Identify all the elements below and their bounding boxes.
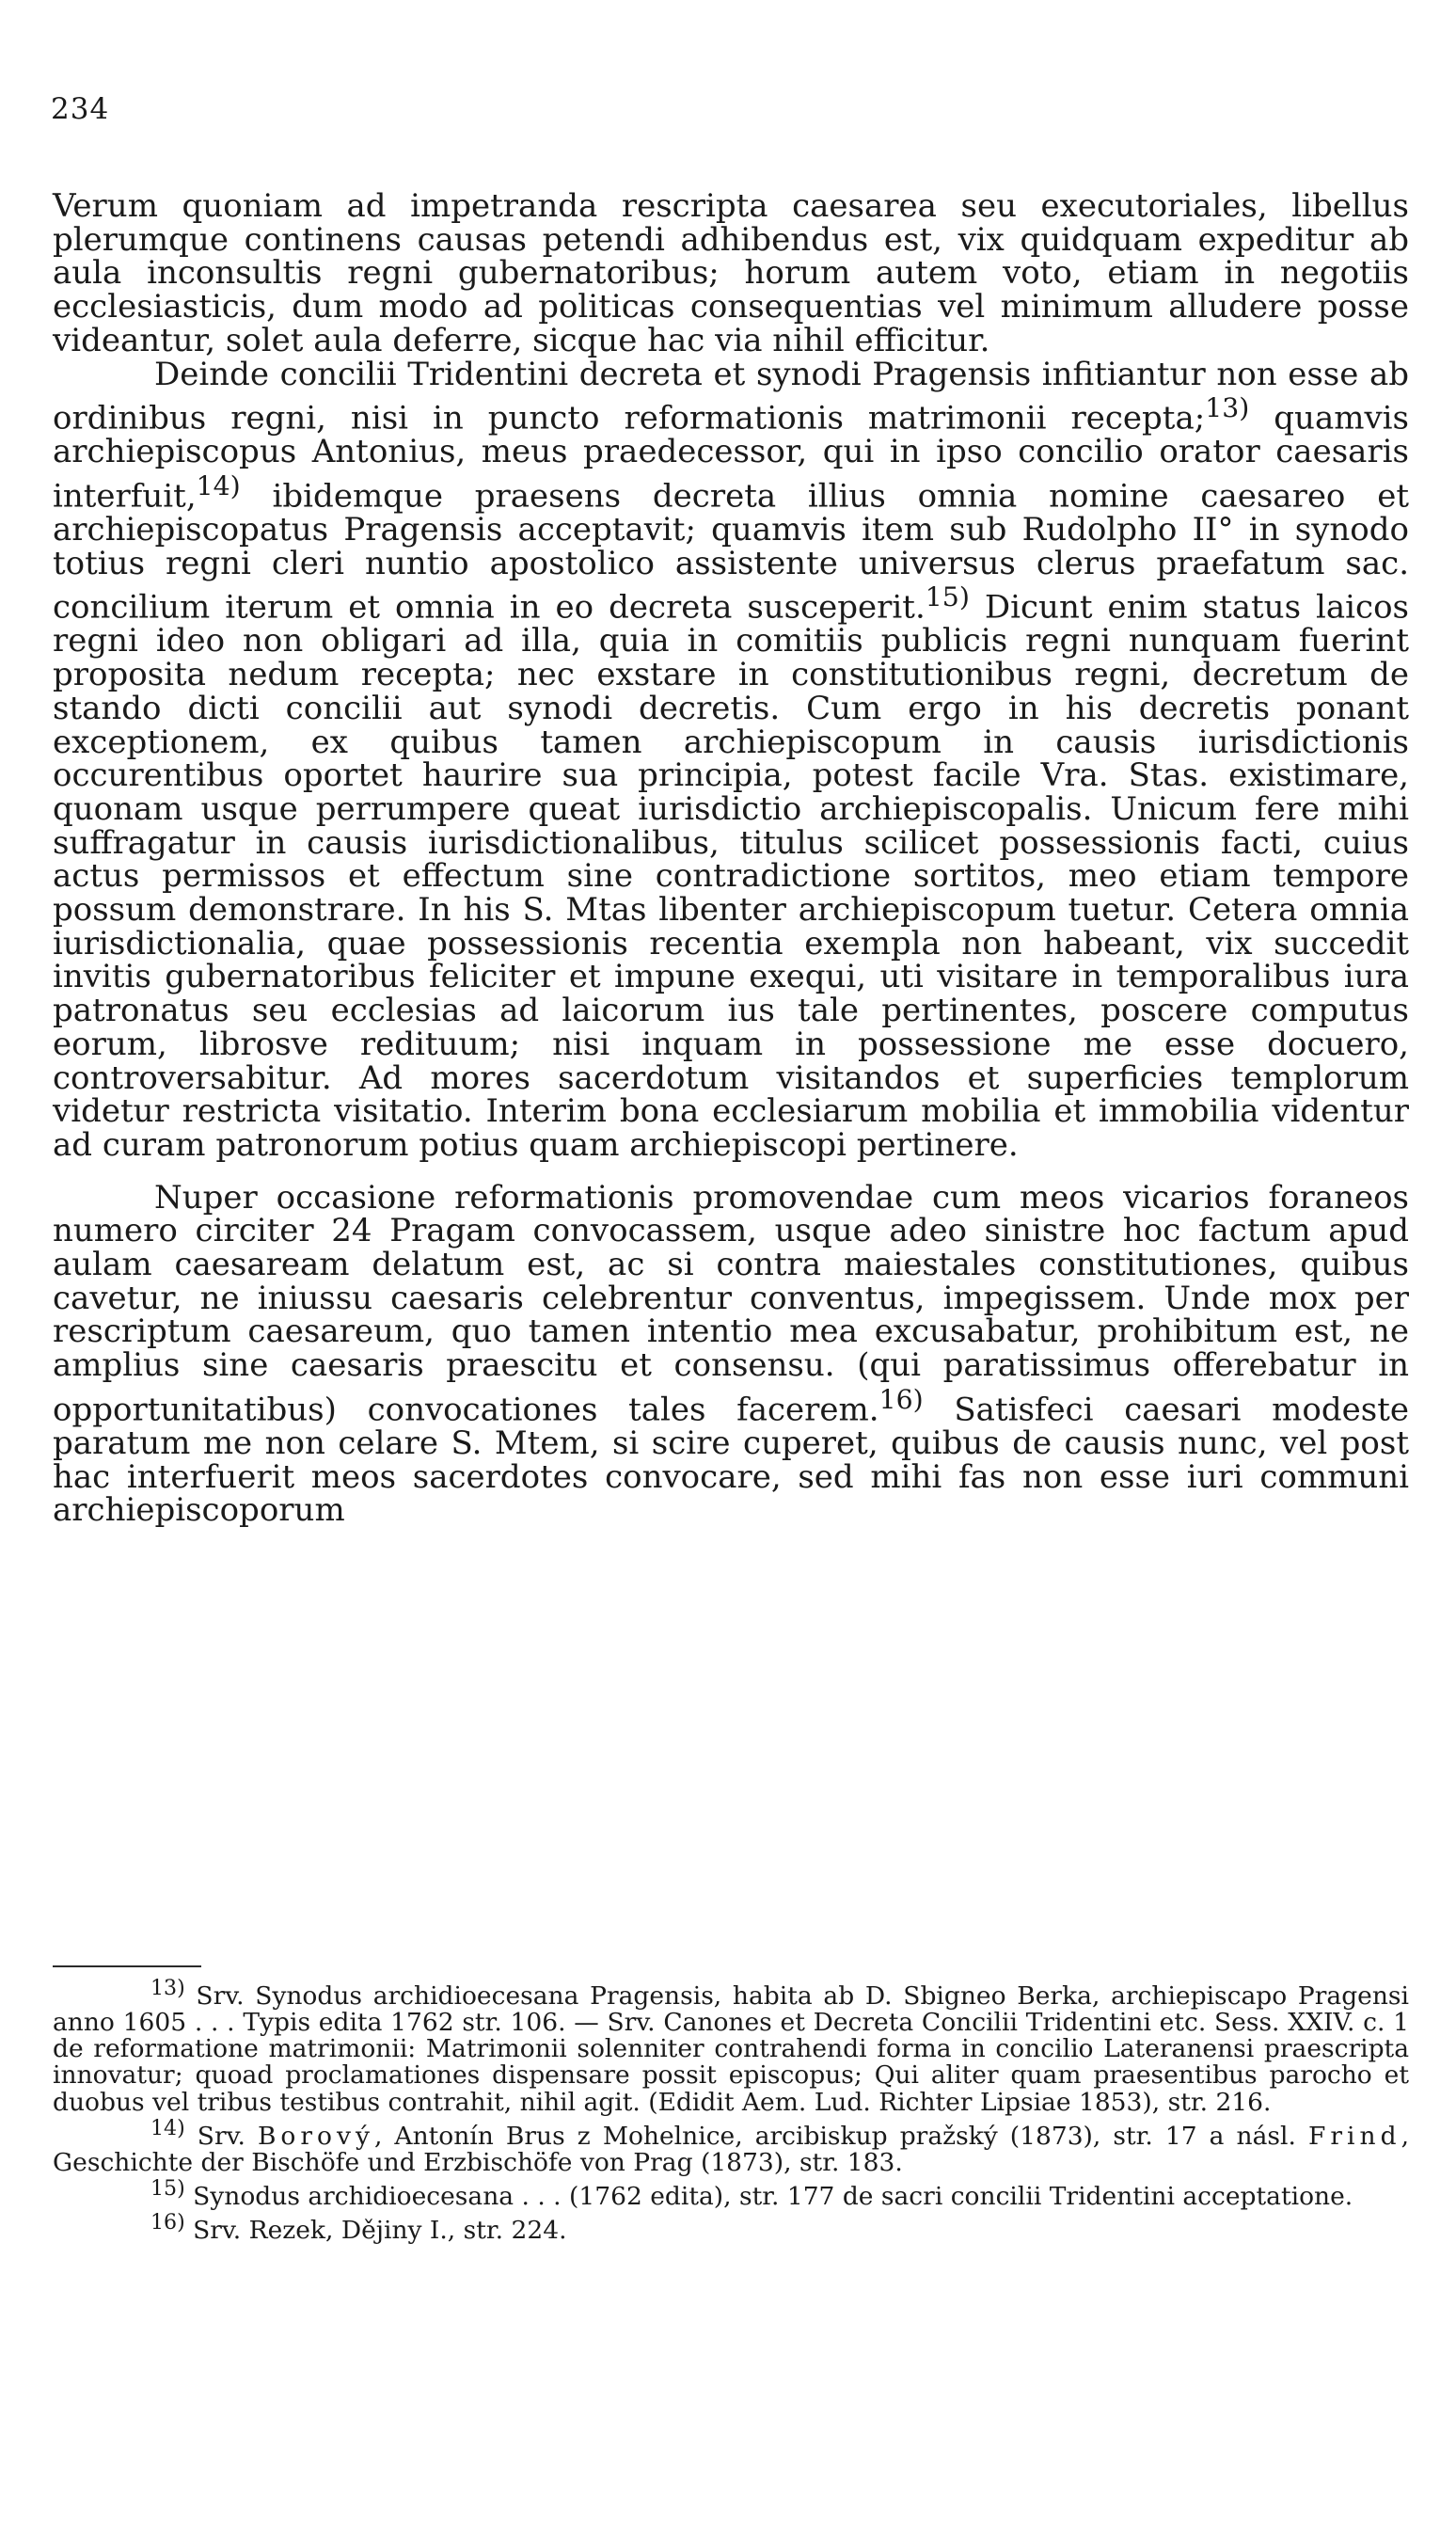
footnotes — [53, 1976, 1409, 2244]
footnote-ref-14: 14) — [196, 469, 241, 501]
footnote-ref-15: 15) — [925, 581, 970, 613]
footnote-16 — [53, 2210, 1409, 2244]
paragraph-2-part-c: ibidemque praesens decreta illius omnia nomine caesareo et archiepiscopatus Pragensis acceptavit; quamvis item sub Rudolpho II° in synodo totius regni cleri nuntio apostolico assistente universus clerus praefatum sac. concilium iterum et omnia in eo decreta susceperit. — [53, 477, 1409, 627]
footnote-14-text-b: , Antonín Brus z Mohelnice, arcibiskup pražský (1873), str. 17 a násl. — [373, 2121, 1308, 2151]
footnote-ref-13: 13) — [1205, 392, 1250, 424]
footnote-13 — [53, 1976, 1409, 2116]
paragraph-3-part-b: Satisfeci caesari modeste paratum me non celare S. Mtem, si scire cuperet, quibus de causis nunc, vel post hac interfuerit meos sacerdotes convocare, sed mihi fas non esse iuri communi archiepiscoporum — [53, 1391, 1410, 1530]
footnote-14 — [53, 2116, 1409, 2176]
footnote-14-text-a: Srv. — [184, 2121, 258, 2151]
footnote-ref-16: 16) — [878, 1383, 924, 1415]
paragraph-3 — [53, 1178, 1410, 1530]
footnote-14-text-c: , Geschichte der Bischöfe und Erzbischöfe von Prag (1873), str. 183. — [53, 2121, 1409, 2177]
footnote-13-text: Srv. Synodus archidioecesana Pragensis, habita ab D. Sbigneo Berka, archiepiscapo Pragensi anno 1605 . . . Typis edita 1762 str. 106. — Srv. Canones et Decreta Concilii Tridentini etc. Sess. XXIV. c. 1 de reformatione matrimonii: Matrimonii solenniter contrahendi forma in concilio Lateranensi praescripta innovatur; quoad proclamationes dispensare possit episcopus; Qui aliter quam praesentibus parocho et duobus vel tribus testibus contrahit, nihil agit. (Edidit Aem. Lud. Richter Lipsiae 1853), str. 216. — [53, 1980, 1409, 2117]
main-text — [53, 187, 1410, 1530]
paragraph-3-part-a: Nuper occasione reformationis promovendae cum meos vicarios foraneos numero circiter 24 Pragam convocassem, usque adeo sinistre hoc factum apud aulam caesaream delatum est, ac si contra maiestales constitutiones, quibus cavetur, ne iniussu caesaris celebrentur conventus, impegissem. Unde mox per rescriptum caesareum, quo tamen intentio mea excusabatur, prohibitum est, ne amplius sine caesaris praescitu et consensu. (qui paratissimus offerebatur in opportunitatibus) convocationes tales facerem. — [53, 1178, 1409, 1429]
paragraph-2-part-a: Deinde concilii Tridentini decreta et synodi Pragensis infitiantur non esse ab ordinibus regni, nisi in puncto reformationis matrimonii recepta; — [53, 355, 1409, 437]
paragraph-2 — [53, 355, 1409, 1164]
footnote-separator — [53, 1965, 201, 1967]
paragraph-1: Verum quoniam ad impetranda rescripta caesarea seu executoriales, libellus plerumque continens causas petendi adhibendus est, vix quidquam expeditur ab aula inconsultis regni gubernatoribus; horum autem voto, etiam in negotiis ecclesiasticis, dum modo ad politicas consequentias vel minimum alludere posse videantur, solet aula deferre, sicque hac via nihil efficitur. — [53, 187, 1409, 359]
paragraph-2-part-b: quamvis archiepiscopus Antonius, meus praedecessor, qui in ipso concilio orator caesaris interfuit, — [53, 399, 1409, 516]
footnote-mark-14: 14) — [150, 2116, 185, 2140]
paragraph-2-part-d: Dicunt enim status laicos regni ideo non obligari ad illa, quia in comitiis publicis regni nunquam fuerint proposita nedum recepta; nec exstare in constitutionibus regni, decretum de stando dicti concilii aut synodi decretis. Cum ergo in his decretis ponant exceptionem, ex quibus tamen archiepiscopum in causis iurisdictionis occurentibus oportet haurire sua principia, potest facile Vra. Stas. existimare, quonam usque perrumpere queat iurisdictio archiepiscopalis. Unicum fere mihi suffragatur in causis iurisdictionalibus, titulus scilicet possessionis facti, cuius actus permissos et effectum sine contradictione sortitos, meo etiam tempore possum demonstrare. In his S. Mtas libenter archiepiscopum tuetur. Cetera omnia iurisdictionalia, quae possessionis recentia exempla non habeant, vix succedit invitis gubernatoribus feliciter et impune exequi, uti visitare in temporalibus iura patronatus seu ecclesias ad laicorum ius tale pertinentes, poscere computus eorum, librosve redituum; nisi inquam in possessione me esse docuero, controversabitur. Ad mores sacerdotum visitandos et superficies templorum videtur restricta visitatio. Interim bona ecclesiarum mobilia et immobilia videntur ad curam patronorum potius quam archiepiscopi pertinere. — [53, 588, 1409, 1164]
footnote-mark-16: 16) — [150, 2211, 185, 2235]
footnote-14-author-borovy: Borový — [257, 2121, 374, 2151]
footnote-mark-13: 13) — [150, 1977, 185, 2000]
footnote-15 — [53, 2176, 1409, 2210]
footnote-mark-15: 15) — [150, 2177, 185, 2202]
page-number: 234 — [51, 92, 110, 126]
footnote-16-text: Srv. Rezek, Dějiny I., str. 224. — [184, 2215, 567, 2245]
footnote-14-author-frind: Frind — [1308, 2121, 1401, 2151]
footnote-15-text: Synodus archidioecesana . . . (1762 edita), str. 177 de sacri concilii Tridentini acceptatione. — [184, 2181, 1353, 2211]
